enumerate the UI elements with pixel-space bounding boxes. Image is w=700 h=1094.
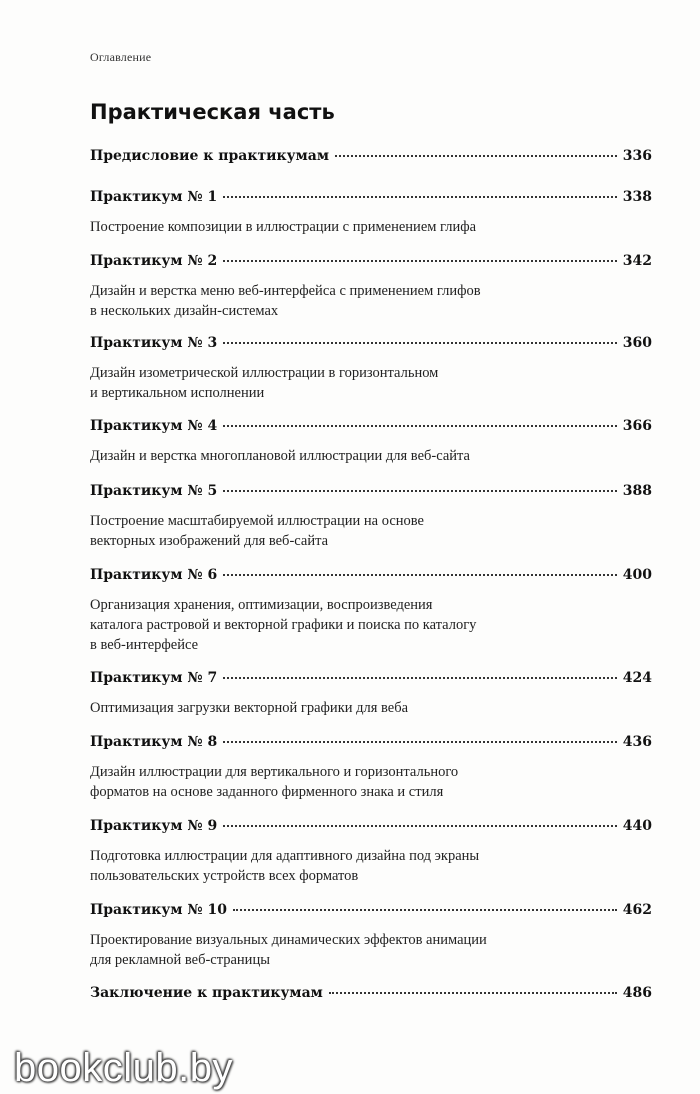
toc-entry-description <box>90 698 560 718</box>
toc-entry-label: Практикум № 9 <box>90 818 218 834</box>
toc-entry-heading <box>90 483 652 499</box>
toc-page-number: 366 <box>622 418 652 434</box>
leader-dots <box>335 155 617 157</box>
toc-entry-label: Заключение к практикумам <box>90 985 323 1001</box>
leader-dots <box>223 196 617 198</box>
toc-page-number: 462 <box>622 902 652 918</box>
toc-entry-heading <box>90 670 652 686</box>
description-line: пользовательских устройств всех форматов <box>90 868 359 884</box>
toc-entry-description <box>90 217 560 237</box>
description-line: Дизайн иллюстрации для вертикального и горизонтального <box>90 764 459 780</box>
toc-entry <box>90 985 652 1001</box>
description-line: Дизайн изометрической иллюстрации в горизонтальном <box>90 365 439 381</box>
leader-dots <box>223 741 617 743</box>
toc-entry-heading <box>90 335 652 351</box>
leader-dots <box>223 574 617 576</box>
toc-entry-description <box>90 930 560 970</box>
toc-page-number: 342 <box>622 253 652 269</box>
toc-entry-label: Практикум № 10 <box>90 902 227 918</box>
toc-entry-label: Практикум № 6 <box>90 567 218 583</box>
toc-page-number: 440 <box>622 818 652 834</box>
leader-dots <box>223 490 617 492</box>
toc-page-number: 424 <box>622 670 652 686</box>
toc-entry-heading <box>90 253 652 269</box>
toc-page-number: 486 <box>622 985 652 1001</box>
toc-entry-label: Практикум № 2 <box>90 253 218 269</box>
toc-entry-description <box>90 511 560 551</box>
toc-entry-heading <box>90 734 652 750</box>
description-line: Дизайн и верстка меню веб-интерфейса с применением глифов <box>90 283 481 299</box>
leader-dots <box>329 992 617 994</box>
description-line: Дизайн и верстка многоплановой иллюстрации для веб-сайта <box>90 448 470 464</box>
toc-entry-heading <box>90 818 652 834</box>
description-line: Проектирование визуальных динамических эффектов анимации <box>90 932 487 948</box>
toc-entry <box>90 818 652 886</box>
toc-entry <box>90 335 652 403</box>
leader-dots <box>233 909 617 911</box>
toc-page-number: 336 <box>622 148 652 164</box>
toc-entry-heading <box>90 902 652 918</box>
description-line: Организация хранения, оптимизации, воспроизведения <box>90 597 433 613</box>
site-watermark: bookclub.by <box>14 1046 233 1090</box>
description-line: для рекламной веб-страницы <box>90 952 270 968</box>
toc-entry <box>90 148 652 164</box>
toc-page-number: 388 <box>622 483 652 499</box>
running-header: Оглавление <box>90 50 152 64</box>
description-line: в веб-интерфейсе <box>90 637 199 653</box>
description-line: Построение масштабируемой иллюстрации на основе <box>90 513 424 529</box>
toc-entry-label: Предисловие к практикумам <box>90 148 329 164</box>
toc-entry <box>90 902 652 970</box>
toc-entry <box>90 734 652 802</box>
toc-entry-label: Практикум № 3 <box>90 335 218 351</box>
toc-entry-description <box>90 281 560 321</box>
toc-entry <box>90 189 652 237</box>
description-line: форматов на основе заданного фирменного знака и стиля <box>90 784 444 800</box>
leader-dots <box>223 825 617 827</box>
toc-entry-heading <box>90 567 652 583</box>
description-line: Оптимизация загрузки векторной графики для веба <box>90 700 409 716</box>
toc-entry <box>90 567 652 655</box>
toc-entry <box>90 670 652 718</box>
toc-entry-label: Практикум № 1 <box>90 189 218 205</box>
toc-entry-heading <box>90 148 652 164</box>
toc-entry-description <box>90 446 560 466</box>
toc-entry-label: Практикум № 7 <box>90 670 218 686</box>
toc-entry <box>90 253 652 321</box>
toc-entry-description <box>90 762 560 802</box>
toc-page-number: 400 <box>622 567 652 583</box>
toc-page-number: 360 <box>622 335 652 351</box>
description-line: в нескольких дизайн-системах <box>90 303 279 319</box>
leader-dots <box>223 677 617 679</box>
leader-dots <box>223 425 617 427</box>
toc-entry <box>90 418 652 466</box>
toc-entry-label: Практикум № 5 <box>90 483 218 499</box>
toc-entry-label: Практикум № 4 <box>90 418 218 434</box>
section-title: Практическая часть <box>90 100 335 124</box>
description-line: и вертикальном исполнении <box>90 385 265 401</box>
description-line: векторных изображений для веб-сайта <box>90 533 329 549</box>
leader-dots <box>223 260 617 262</box>
toc-entry-description <box>90 363 560 403</box>
toc-page-number: 436 <box>622 734 652 750</box>
toc-entry-heading <box>90 189 652 205</box>
toc-entry-label: Практикум № 8 <box>90 734 218 750</box>
leader-dots <box>223 342 617 344</box>
toc-entry-description <box>90 595 560 655</box>
description-line: каталога растровой и векторной графики и поиска по каталогу <box>90 617 477 633</box>
toc-page-number: 338 <box>622 189 652 205</box>
description-line: Подготовка иллюстрации для адаптивного дизайна под экраны <box>90 848 480 864</box>
toc-entry-description <box>90 846 560 886</box>
toc-entry-heading <box>90 985 652 1001</box>
toc-entry <box>90 483 652 551</box>
toc-entry-heading <box>90 418 652 434</box>
description-line: Построение композиции в иллюстрации с применением глифа <box>90 219 477 235</box>
